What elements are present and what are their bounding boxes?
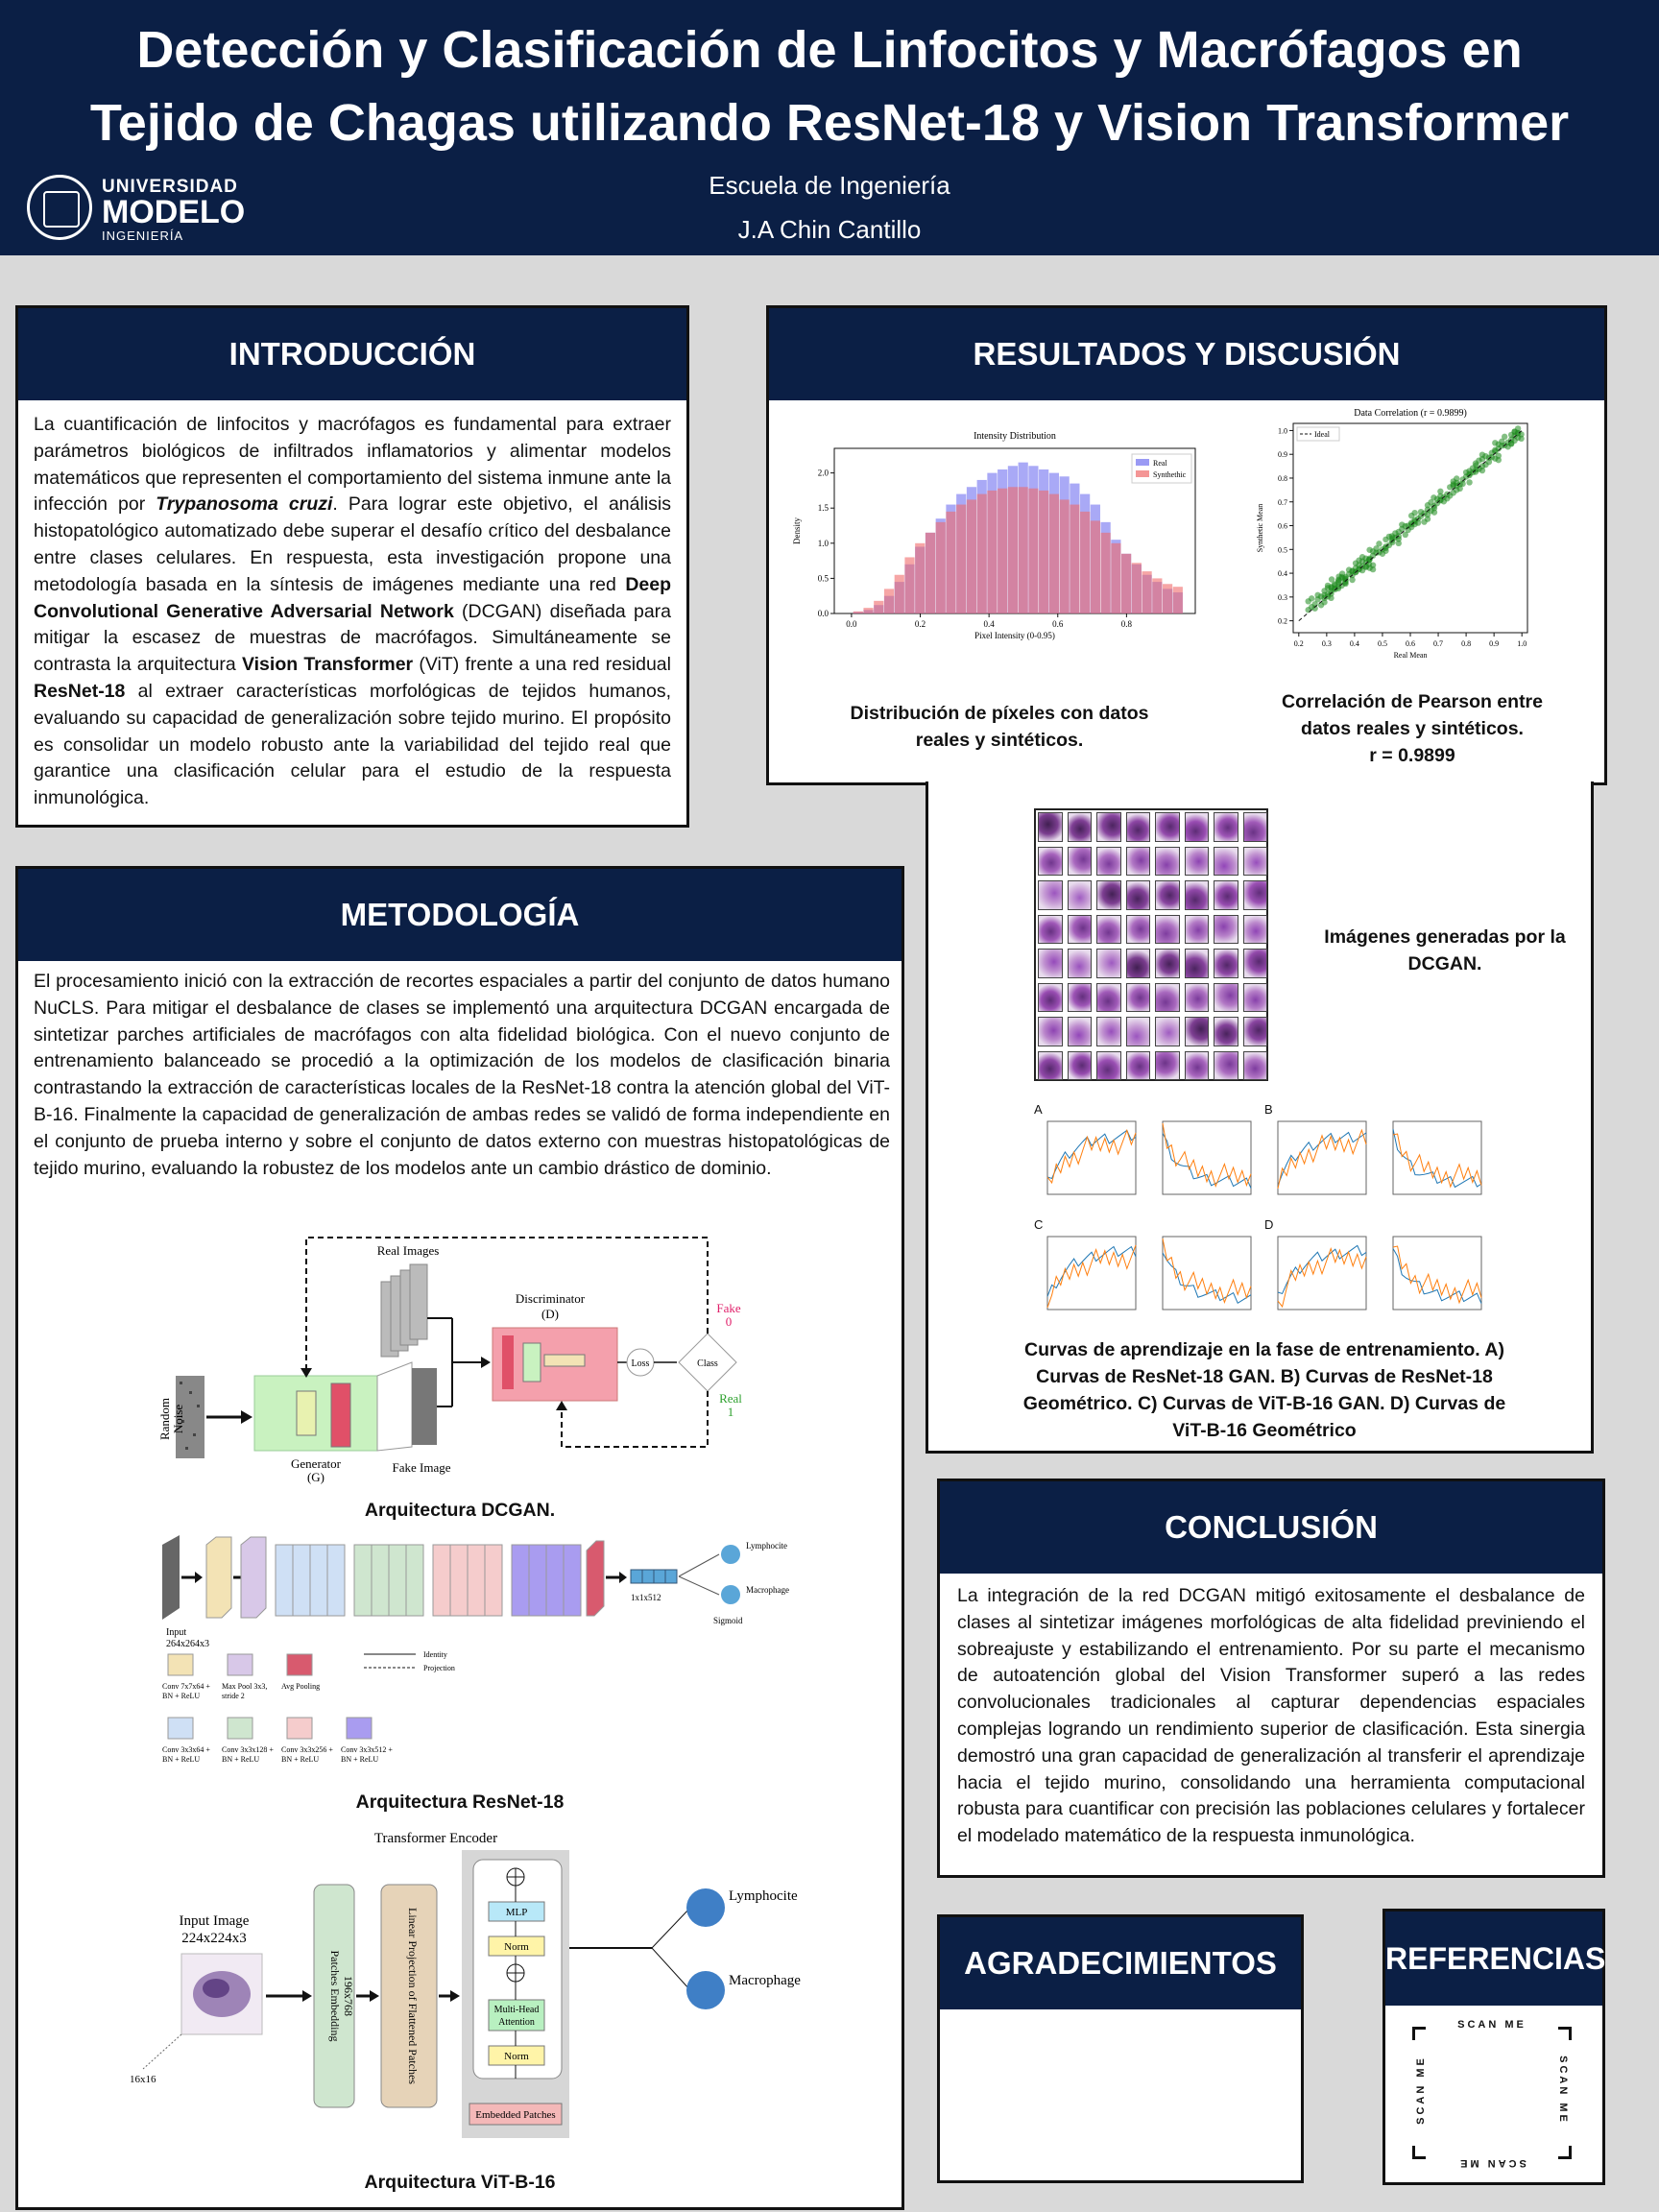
legend-label-0: Conv 7x7x64 + (162, 1682, 210, 1691)
identity-legend: Identity (423, 1650, 447, 1659)
scatter-title: Data Correlation (r = 0.9899) (1354, 408, 1467, 419)
school-name: Escuela de Ingeniería (709, 171, 950, 200)
resnet-block-256 (433, 1545, 502, 1616)
hist-legend-swatch-0 (1136, 459, 1149, 466)
fake-image-label: Fake Image (392, 1460, 451, 1475)
university-logo (27, 175, 257, 244)
poster-title (0, 13, 1659, 159)
hist-bar-synthethic-16 (1019, 487, 1028, 613)
generated-sample (1214, 812, 1238, 842)
scatter-xtick: 0.6 (1406, 639, 1415, 648)
hist-ylabel: Density (792, 517, 802, 544)
generated-sample (1096, 949, 1121, 978)
hist-bar-synthethic-4 (895, 575, 904, 613)
conclusion-heading: CONCLUSIÓN (940, 1481, 1602, 1574)
acknowledgements-panel (937, 1914, 1304, 2183)
generated-sample (1126, 949, 1151, 978)
scatter-point-28-5 (1482, 453, 1488, 459)
scatter-point-12-5 (1366, 547, 1372, 553)
mha-label-2: Attention (498, 2017, 535, 2028)
hist-xtick: 0.0 (846, 619, 857, 629)
author-name: J.A Chin Cantillo (737, 215, 922, 244)
generated-sample (1185, 949, 1210, 978)
sigmoid-label: Sigmoid (713, 1616, 743, 1625)
hist-bar-synthethic-2 (874, 601, 883, 613)
generated-sample (1038, 847, 1063, 877)
generated-sample (1126, 915, 1151, 945)
dcgan-images-caption: Imágenes generadas por la DCGAN. (1324, 926, 1566, 974)
scatter-xtick: 0.2 (1293, 639, 1304, 648)
fake-label: Fake (716, 1301, 741, 1315)
scatter-point-13-3 (1376, 541, 1382, 546)
learning-curve-plot (1034, 1231, 1142, 1323)
learning-curve-plot (1264, 1231, 1372, 1323)
generated-sample (1126, 847, 1151, 877)
scan-me-right: SCAN ME (1557, 2056, 1569, 2125)
hist-bar-synthethic-11 (967, 499, 976, 613)
resnet-macrophage-node (721, 1585, 740, 1604)
scatter-ylabel: Synthetic Mean (1256, 503, 1264, 553)
scatter-point-19-3 (1425, 516, 1431, 521)
title-line-2: Tejido de Chagas utilizando ResNet-18 y Vision Transformer (89, 94, 1570, 152)
hist-bar-synthethic-18 (1039, 491, 1048, 613)
hist-ytick: 0.0 (817, 609, 829, 618)
resnet-input-size: 264x264x3 (166, 1639, 209, 1649)
dcgan-diagram (143, 1232, 777, 1487)
mha-label-1: Multi-Head (493, 2005, 540, 2015)
scatter-point-31-3 (1502, 434, 1507, 440)
generated-sample (1126, 983, 1151, 1013)
scatter-point-29-4 (1496, 457, 1502, 463)
scatter-xtick: 0.4 (1349, 639, 1359, 648)
hist-bar-synthethic-1 (863, 608, 873, 613)
generated-sample (1068, 983, 1093, 1013)
generated-sample (1126, 1051, 1151, 1081)
vit-lymphocyte-node (686, 1888, 725, 1927)
generator-g-label: (G) (306, 1470, 325, 1484)
hist-bar-synthethic-24 (1101, 533, 1111, 613)
generated-sample (1243, 983, 1268, 1013)
norm-label-1: Norm (504, 1941, 529, 1953)
conclusion-text: La integración de la red DCGAN mitigó exitosamente el desbalance de clases al sintetizar imágenes morfológicas de alta fidelidad previniendo el sobreajuste y estabilizando el entrenamiento. Por su parte el mecanismo de autoatención global del Vision Transformer superó a las redes convolucionales tradicionales al capturar dependencias espaciales complejas logrando un rendimiento superior de clasificación. Esta sinergia demostró una gran capacidad de generalización al transferir el aprendizaje hacia el tejido murino, consolidando una herramienta computacional robusta para cuantificar con precisión las poblaciones celulares y fortalecer el modelado matemático de la respuesta inmunológica. (957, 1585, 1585, 1847)
hist-ytick: 0.5 (817, 573, 829, 584)
scatter-point-27-5 (1479, 468, 1485, 473)
curve-panel-label: B (1264, 1102, 1273, 1117)
scan-me-left: SCAN ME (1415, 2056, 1427, 2125)
scatter-ytick: 0.8 (1278, 473, 1287, 483)
scatter-ytick: 0.3 (1278, 592, 1287, 602)
hist-bar-synthethic-12 (977, 494, 987, 613)
legend-sublabel-6: BN + ReLU (281, 1755, 320, 1764)
generated-sample (1243, 1017, 1268, 1046)
legend-label-5: Conv 3x3x128 + (222, 1745, 274, 1754)
hist-ytick: 1.5 (817, 503, 829, 514)
vit-caption: Arquitectura ViT-B-16 (364, 2172, 556, 2193)
hist-bar-synthethic-9 (946, 512, 955, 613)
scatter-xtick: 1.0 (1517, 639, 1527, 648)
hist-bar-synthethic-15 (1008, 487, 1018, 613)
real-images-label: Real Images (376, 1243, 440, 1258)
generated-sample (1096, 847, 1121, 877)
hist-bar-synthethic-20 (1060, 499, 1070, 613)
hist-bar-synthethic-21 (1070, 505, 1079, 613)
legend-label-4: Conv 3x3x64 + (162, 1745, 210, 1754)
hist-bar-synthethic-5 (904, 557, 914, 613)
generated-sample (1155, 915, 1180, 945)
resnet-input-label: Input (166, 1627, 187, 1638)
generated-sample (1068, 949, 1093, 978)
scatter-xtick: 0.7 (1433, 639, 1444, 648)
linear-projection-label: Linear Projection of Flattened Patches (406, 1908, 420, 2084)
generated-sample (1096, 880, 1121, 910)
embedded-patches-label: Embedded Patches (475, 2109, 556, 2121)
hist-bar-synthethic-0 (854, 612, 863, 613)
generated-sample (1185, 1051, 1210, 1081)
correlation-scatter-chart (1251, 404, 1577, 663)
learning-curves-grid (1034, 1102, 1489, 1315)
generated-sample (1068, 1051, 1093, 1081)
hist-ytick: 1.0 (817, 538, 829, 548)
hist-bar-synthethic-30 (1163, 584, 1172, 613)
method-panel (15, 866, 904, 2210)
scatter-xtick: 0.5 (1377, 639, 1387, 648)
generated-sample (1096, 983, 1121, 1013)
hist-bar-synthethic-23 (1091, 520, 1100, 613)
vit-macrophage-node (686, 1971, 725, 2009)
generated-sample (1126, 1017, 1151, 1046)
noise-label-1: Random (157, 1397, 172, 1441)
vit-input-label: Input Image (179, 1913, 250, 1929)
learning-curve-plot (1034, 1116, 1142, 1208)
generated-sample (1126, 880, 1151, 910)
scatter-xtick: 0.3 (1321, 639, 1332, 648)
hist-bar-synthethic-6 (915, 543, 925, 613)
scatter-point-24-5 (1454, 480, 1459, 486)
real-images-stack (381, 1264, 427, 1357)
discriminator-label: Discriminator (515, 1291, 586, 1306)
references-panel (1382, 1909, 1605, 2185)
references-heading: REFERENCIAS (1385, 1911, 1602, 2006)
results-heading: RESULTADOS Y DISCUSIÓN (769, 308, 1604, 400)
scatter-legend-label: Ideal (1314, 430, 1330, 439)
method-heading: METODOLOGÍA (18, 869, 902, 961)
hist-bar-synthethic-19 (1049, 494, 1059, 613)
histogram-chart (788, 427, 1211, 654)
scatter-point-18-4 (1411, 510, 1417, 516)
generated-sample (1214, 1017, 1238, 1046)
generated-sample (1038, 1051, 1063, 1081)
hist-legend-label-0: Real (1153, 459, 1167, 468)
correlation-caption: Correlación de Pearson entre datos reales y sintéticos. r = 0.9899 (1281, 691, 1543, 766)
logo-line-3: INGENIERÍA (102, 228, 184, 243)
norm-label-2: Norm (504, 2051, 529, 2062)
hist-bar-synthethic-14 (998, 489, 1007, 613)
scatter-point-20-4 (1431, 509, 1437, 515)
hist-xtick: 0.2 (914, 619, 926, 629)
generated-sample (1243, 949, 1268, 978)
legend-label-2: Avg Pooling (281, 1682, 321, 1691)
generated-sample (1185, 880, 1210, 910)
generated-sample (1155, 1051, 1180, 1081)
hist-bar-synthethic-29 (1152, 578, 1162, 613)
scatter-point-29-5 (1489, 454, 1495, 460)
vit-input-size: 224x224x3 (181, 1931, 247, 1946)
scatter-point-33-3 (1518, 436, 1524, 442)
hist-bar-synthethic-31 (1173, 587, 1183, 613)
scatter-point-30-5 (1492, 440, 1498, 445)
generated-sample (1155, 812, 1180, 842)
scatter-ytick: 0.7 (1278, 497, 1287, 507)
scatter-point-1-3 (1321, 599, 1327, 605)
generated-sample (1126, 812, 1151, 842)
legend-label-1: Max Pool 3x3, (222, 1682, 268, 1691)
legend-sublabel-7: BN + ReLU (341, 1755, 379, 1764)
acknowledgements-heading: AGRADECIMIENTOS (940, 1917, 1301, 2009)
generated-sample (1155, 983, 1180, 1013)
resnet-legend (162, 1654, 393, 1764)
noise-label-2: Noise (171, 1404, 185, 1434)
legend-sublabel-5: BN + ReLU (222, 1755, 260, 1764)
generated-sample (1185, 812, 1210, 842)
learning-curve-plot (1264, 1116, 1372, 1208)
resnet-lymphocyte-node (721, 1545, 740, 1564)
hist-bar-synthethic-13 (987, 491, 997, 613)
generated-sample (1214, 1051, 1238, 1081)
generated-sample (1214, 880, 1238, 910)
generated-sample (1185, 983, 1210, 1013)
generated-sample (1214, 915, 1238, 945)
generated-sample (1243, 880, 1268, 910)
intro-text: La cuantificación de linfocitos y macrófagos es fundamental para extraer parámetros biológicos de infiltrados inflamatorios y alimentar modelos matemáticos que representen el comportamiento del sistema inmune ante la infección por Trypanosoma cruzi. Para lograr este objetivo, el análisis histopatológico automatizado debe superar el desafío crítico del desbalance entre clases celulares. En respuesta, esta investigación propone una metodología basada en la síntesis de imágenes mediante una red Deep Convolutional Generative Adversarial Network (DCGAN) diseñada para mitigar la escasez de muestras de macrófagos. Simultáneamente se contrasta la arquitectura Vision Transformer (ViT) frente a una red residual ResNet-18 al extraer características morfológicas de tejidos humanos, evaluando su capacidad de generalización sobre tejido murino. El propósito es consolidar un modelo robusto ante la variabilidad del tejido real que garantice una clasificación celular para el estudio de la respuesta inmunológica. (34, 414, 671, 809)
generated-sample (1038, 1017, 1063, 1046)
real-value: 1 (727, 1405, 734, 1419)
legend-label-6: Conv 3x3x256 + (281, 1745, 333, 1754)
curve-panel-label: D (1264, 1217, 1274, 1232)
scatter-point-0-4 (1309, 595, 1314, 601)
projection-legend: Projection (423, 1664, 455, 1672)
generated-sample (1068, 880, 1093, 910)
hist-xtick: 0.8 (1120, 619, 1133, 629)
title-line-1: Detección y Clasificación de Linfocitos y Macrófagos en (136, 21, 1523, 79)
scatter-point-21-5 (1431, 494, 1436, 500)
resnet-block-64 (276, 1545, 345, 1616)
generated-sample (1243, 812, 1268, 842)
hist-bar-synthethic-10 (956, 505, 966, 613)
conclusion-panel (937, 1479, 1605, 1878)
qr-code-frame[interactable] (1412, 2019, 1572, 2169)
logo-line-2: MODELO (102, 194, 246, 230)
generated-sample (1185, 915, 1210, 945)
legend-sublabel-1: stride 2 (222, 1692, 245, 1700)
generated-sample (1155, 1017, 1180, 1046)
generated-sample (1038, 915, 1063, 945)
generated-sample (1214, 983, 1238, 1013)
legend-swatch-5 (228, 1718, 252, 1739)
scatter-point-25-1 (1466, 479, 1472, 485)
scatter-ytick: 0.2 (1278, 616, 1287, 626)
resnet-macrophage-label: Macrophage (746, 1585, 789, 1595)
hist-bar-synthethic-25 (1111, 543, 1120, 613)
patch-size-label: 16x16 (130, 2074, 156, 2085)
hist-bar-synthethic-26 (1121, 554, 1131, 613)
scatter-point-0-5 (1311, 606, 1317, 612)
vit-diagram (114, 1829, 825, 2146)
dcgan-caption: Arquitectura DCGAN. (364, 1500, 556, 1521)
resnet-lymphocyte-label: Lymphocite (746, 1541, 787, 1551)
scan-me-bottom: SCAN ME (1457, 2157, 1527, 2169)
scatter-point-22-3 (1437, 489, 1443, 494)
hist-bar-synthethic-17 (1028, 489, 1038, 613)
scan-me-top: SCAN ME (1457, 2019, 1527, 2031)
learning-curve-plot (1380, 1116, 1487, 1208)
dcgan-generated-grid (1034, 808, 1268, 1081)
patches-embedding-label: Patches Embedding (328, 1950, 342, 2042)
scatter-ytick: 0.9 (1278, 450, 1287, 460)
scatter-point-18-5 (1415, 519, 1421, 525)
patches-dim-label: 196x768 (342, 1976, 355, 2016)
loss-label: Loss (631, 1358, 650, 1369)
intro-heading: INTRODUCCIÓN (18, 308, 686, 400)
scatter-point-11-5 (1363, 564, 1369, 569)
legend-swatch-0 (168, 1654, 193, 1675)
legend-swatch-1 (228, 1654, 252, 1675)
fake-image-stack (412, 1368, 437, 1445)
generated-sample (1185, 1017, 1210, 1046)
hist-title: Intensity Distribution (974, 431, 1056, 442)
hist-bar-synthethic-3 (884, 589, 894, 613)
generated-sample (1214, 949, 1238, 978)
generator-label: Generator (291, 1456, 341, 1471)
scatter-xtick: 0.8 (1461, 639, 1472, 648)
results-panel (766, 305, 1607, 785)
hist-bar-synthethic-8 (936, 522, 946, 613)
scatter-point-33-5 (1515, 430, 1521, 436)
scatter-point-25-5 (1459, 481, 1465, 487)
generated-sample (1214, 847, 1238, 877)
generated-sample (1038, 949, 1063, 978)
generated-sample (1038, 983, 1063, 1013)
method-text: El procesamiento inició con la extracción de recortes espaciales a partir del conjunto de datos humano NuCLS. Para mitigar el desbalance de clases se implementó una arquitectura DCGAN encargada de sintetizar parches artificiales de macrófagos con alta fidelidad biológica. Con el nuevo conjunto de entrenamiento balanceado se procedió a la optimización de los modelos de clasificación binaria contrastando la extracción de características locales de la ResNet-18 contra la atención global del ViT-B-16. Finalmente la capacidad de generalización de ambas redes se validó de forma independiente en el conjunto de prueba interno y sobre el conjunto de datos externo con muestras histopatológicas de tejido murino, evaluando la robustez de los modelos ante un cambio drástico de dominio. (34, 971, 890, 1179)
generated-sample (1096, 915, 1121, 945)
legend-sublabel-0: BN + ReLU (162, 1692, 201, 1700)
legend-sublabel-4: BN + ReLU (162, 1755, 201, 1764)
discriminator-d-label: (D) (541, 1307, 560, 1321)
hist-bar-synthethic-22 (1080, 512, 1090, 613)
hist-xlabel: Pixel Intensity (0-0.95) (974, 631, 1055, 640)
results-continuation-panel (926, 781, 1594, 1454)
generated-sample (1096, 1051, 1121, 1081)
learning-curves-caption: Curvas de aprendizaje en la fase de entrenamiento. A) Curvas de ResNet-18 GAN. B) Curvas de ResNet-18 Geométrico. C) Curvas de ViT-B-16 GAN. D) Curvas de ViT-B-16 Geométrico (1022, 1339, 1506, 1441)
scatter-ytick: 0.6 (1278, 521, 1287, 531)
generated-sample (1096, 1017, 1121, 1046)
hist-bar-synthethic-7 (926, 533, 935, 613)
histogram-caption: Distribución de píxeles con datos reales y sintéticos. (850, 703, 1149, 751)
fc-layer (631, 1570, 677, 1583)
class-label: Class (697, 1358, 718, 1369)
generated-sample (1068, 812, 1093, 842)
vit-lymphocyte-label: Lymphocite (729, 1888, 798, 1904)
legend-swatch-2 (287, 1654, 312, 1675)
curve-panel-label: A (1034, 1102, 1043, 1117)
scatter-ytick: 1.0 (1278, 426, 1287, 436)
seal-icon (27, 175, 92, 240)
legend-swatch-4 (168, 1718, 193, 1739)
scatter-ytick: 0.4 (1278, 569, 1287, 579)
learning-curve-plot (1149, 1116, 1257, 1208)
logo-line-1: UNIVERSIDAD (102, 177, 238, 197)
resnet-block-128 (354, 1545, 423, 1616)
scatter-point-20-5 (1425, 506, 1431, 512)
generated-sample (1185, 847, 1210, 877)
hist-legend-label-1: Synthethic (1153, 470, 1187, 479)
scatter-xlabel: Real Mean (1393, 651, 1428, 660)
hist-xtick: 0.6 (1052, 619, 1064, 629)
legend-label-7: Conv 3x3x512 + (341, 1745, 393, 1754)
vit-macrophage-label: Macrophage (729, 1973, 801, 1988)
hist-ytick: 2.0 (817, 468, 829, 478)
resnet-block-512 (512, 1545, 581, 1616)
generated-sample (1038, 880, 1063, 910)
generated-sample (1155, 880, 1180, 910)
scatter-xtick: 0.9 (1489, 639, 1500, 648)
real-label: Real (719, 1391, 742, 1406)
hist-xtick: 0.4 (983, 619, 995, 629)
scatter-point-4-3 (1329, 576, 1334, 582)
hist-bar-synthethic-28 (1142, 571, 1151, 613)
scatter-point-15-3 (1396, 541, 1402, 546)
curve-panel-label: C (1034, 1217, 1044, 1232)
intro-panel (15, 305, 689, 828)
encoder-label: Transformer Encoder (373, 1831, 498, 1846)
generated-sample (1068, 1017, 1093, 1046)
fc-label: 1x1x512 (631, 1593, 661, 1602)
learning-curve-plot (1149, 1231, 1257, 1323)
resnet-caption: Arquitectura ResNet-18 (355, 1791, 565, 1813)
generated-sample (1243, 915, 1268, 945)
generated-sample (1155, 847, 1180, 877)
generated-sample (1068, 915, 1093, 945)
legend-swatch-6 (287, 1718, 312, 1739)
generated-sample (1038, 812, 1063, 842)
poster-header (0, 0, 1659, 255)
generated-sample (1096, 812, 1121, 842)
generated-sample (1155, 949, 1180, 978)
fake-value: 0 (725, 1314, 733, 1329)
scatter-point-11-4 (1370, 566, 1376, 572)
generated-sample (1243, 1051, 1268, 1081)
resnet-diagram (153, 1531, 805, 1771)
scatter-ytick: 0.5 (1278, 545, 1287, 555)
legend-swatch-7 (347, 1718, 372, 1739)
mlp-label: MLP (505, 1907, 528, 1918)
generated-sample (1243, 847, 1268, 877)
hist-legend-swatch-1 (1136, 470, 1149, 477)
generated-sample (1068, 847, 1093, 877)
learning-curve-plot (1380, 1231, 1487, 1323)
hist-bar-synthethic-27 (1132, 563, 1142, 613)
